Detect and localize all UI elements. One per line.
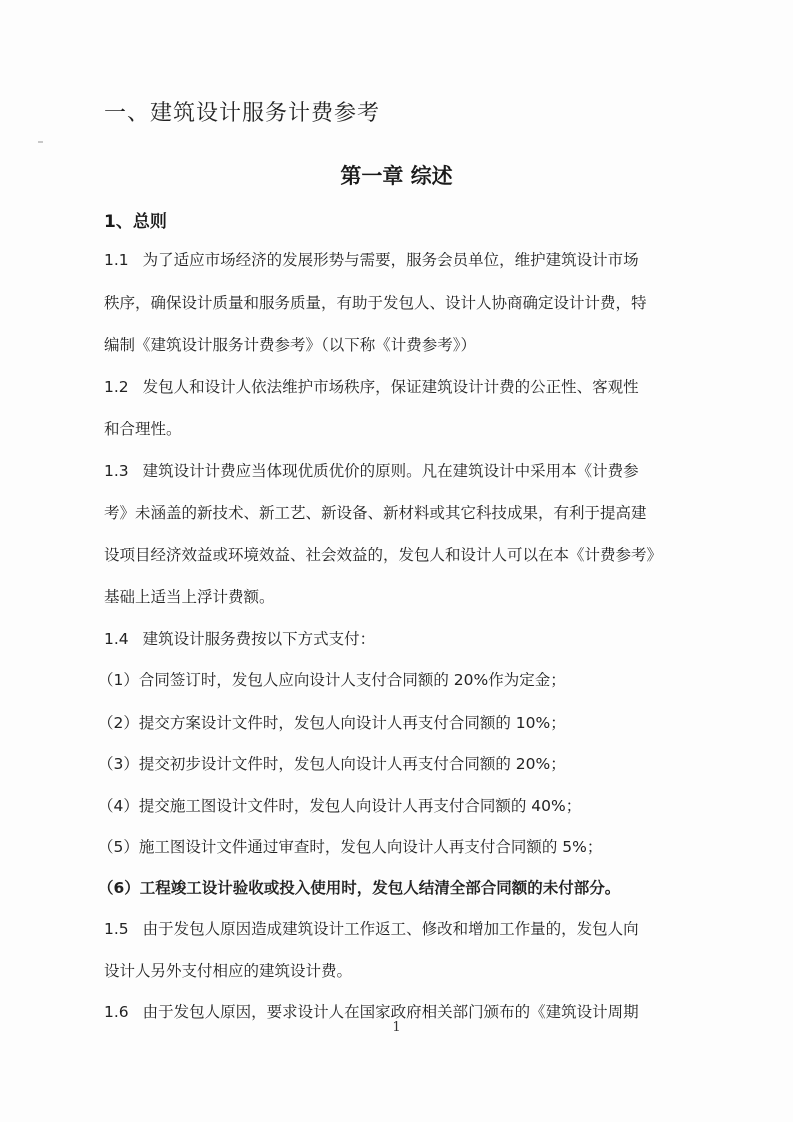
payment-item: （6）工程竣工设计验收或投入使用时，发包人结清全部合同额的未付部分。: [98, 879, 621, 897]
paragraph-line: [104, 375, 639, 397]
paragraph-line: 秩序，确保设计质量和服务质量，有助于发包人、设计人协商确定设计计费，特: [104, 294, 647, 312]
payment-item: （3）提交初步设计文件时，发包人向设计人再支付合同额的 20%；: [98, 755, 566, 773]
clause-number: 1.3: [104, 462, 129, 480]
page-number: 1: [392, 1020, 401, 1035]
paragraph-line: 设项目经济效益或环境效益、社会效益的，发包人和设计人可以在本《计费参考》: [104, 546, 663, 564]
paragraph-line: [104, 1000, 639, 1022]
payment-item: （2）提交方案设计文件时，发包人向设计人再支付合同额的 10%；: [98, 714, 566, 732]
payment-item: （5）施工图设计文件通过审查时，发包人向设计人再支付合同额的 5%；: [98, 838, 603, 856]
clause-number: 1.5: [104, 920, 129, 938]
part-title: 一、建筑设计服务计费参考: [104, 101, 381, 126]
paragraph-text: 建筑设计计费应当体现优质优价的原则。凡在建筑设计中采用本《计费参: [142, 462, 639, 480]
paragraph-line: 和合理性。: [104, 420, 182, 438]
section-title: 1、总则: [104, 212, 167, 232]
chapter-title: 第一章 综述: [340, 164, 453, 188]
paragraph-line: 考》未涵盖的新技术、新工艺、新设备、新材料或其它科技成果，有利于提高建: [104, 504, 647, 522]
paragraph-line: [104, 627, 375, 649]
payment-item: （4）提交施工图设计文件时，发包人向设计人再支付合同额的 40%；: [98, 797, 582, 815]
paragraph-line: [104, 917, 639, 939]
clause-number: 1.6: [104, 1003, 129, 1021]
clause-number: 1.4: [104, 630, 129, 648]
paragraph-line: 编制《建筑设计服务计费参考》（以下称《计费参考》）: [104, 336, 477, 354]
paragraph-line: 设计人另外支付相应的建筑设计费。: [104, 962, 353, 980]
clause-number: 1.2: [104, 378, 129, 396]
paragraph-text: 由于发包人原因，要求设计人在国家政府相关部门颁布的《建筑设计周期: [142, 1003, 639, 1021]
paragraph-text: 为了适应市场经济的发展形势与需要，服务会员单位，维护建筑设计市场: [142, 251, 639, 269]
paragraph-text: 由于发包人原因造成建筑设计工作返工、修改和增加工作量的，发包人向: [142, 920, 639, 938]
scan-artifact-mark: [38, 141, 43, 143]
paragraph-text: 发包人和设计人依法维护市场秩序，保证建筑设计计费的公正性、客观性: [142, 378, 639, 396]
paragraph-text: 建筑设计服务费按以下方式支付：: [142, 630, 376, 648]
clause-number: 1.1: [104, 251, 129, 269]
paragraph-line: [104, 459, 639, 481]
payment-item: （1）合同签订时，发包人应向设计人支付合同额的 20%作为定金；: [98, 671, 566, 689]
paragraph-line: [104, 248, 639, 270]
paragraph-line: 基础上适当上浮计费额。: [104, 588, 275, 606]
